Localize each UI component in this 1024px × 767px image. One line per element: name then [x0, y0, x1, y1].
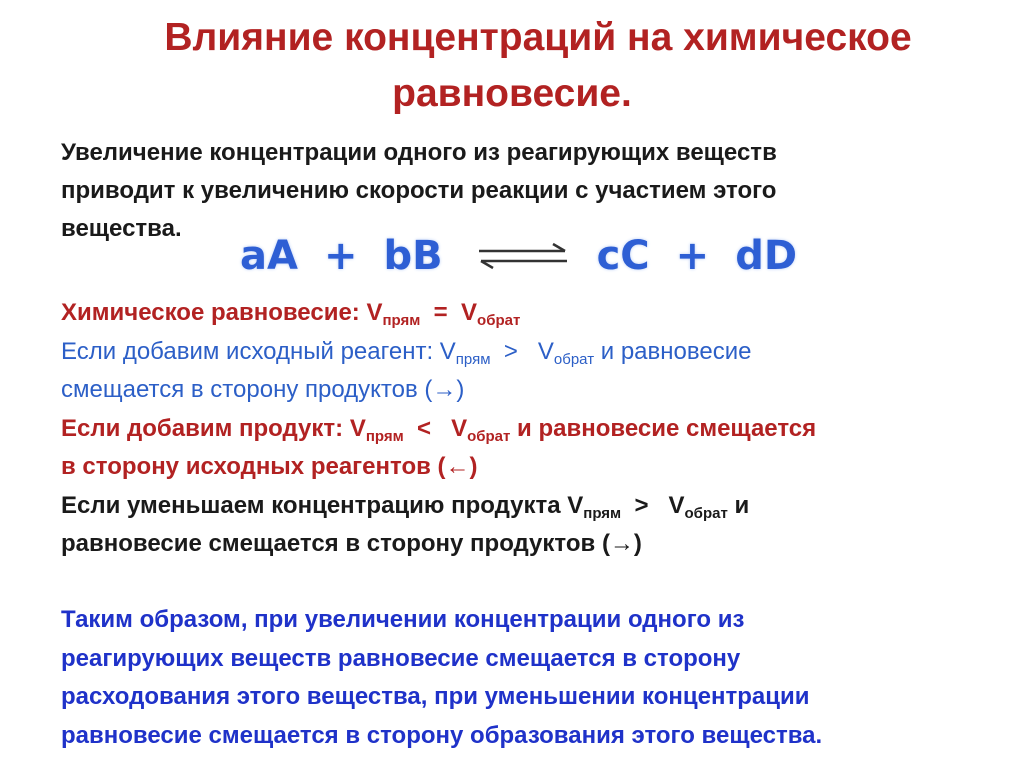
- plus-sign-2: +: [675, 233, 710, 279]
- rule2-line-2: смещается в сторону продуктов (→): [61, 376, 465, 403]
- rule-equilibrium-definition: [61, 294, 1011, 333]
- rule3-sub-reverse: обрат: [467, 427, 511, 445]
- plus-sign-1: +: [323, 233, 358, 279]
- rule2-v-reverse: V: [537, 337, 554, 365]
- reactant-a: aA: [240, 233, 298, 279]
- rule2-text: Если добавим исходный реагент:: [61, 337, 440, 365]
- intro-line-2: приводит к увеличению скорости реакции с участием этого: [61, 177, 777, 204]
- rule2-v-forward: V: [439, 337, 456, 365]
- equilibrium-arrows-icon: [477, 241, 569, 271]
- rule4-sub-reverse: обрат: [684, 504, 728, 522]
- rule3-text-end: и равновесие смещается: [510, 414, 817, 442]
- rule1-v-forward: V: [366, 299, 383, 326]
- rule3-v-reverse: V: [451, 414, 468, 442]
- title-line-2: равновесие.: [392, 72, 632, 115]
- rule4-v-forward: V: [567, 491, 584, 519]
- conclusion-line-1: Таким образом, при увеличении концентрации одного из: [61, 606, 745, 633]
- rule1-v-reverse: V: [461, 299, 478, 326]
- rule3-line-2: в сторону исходных реагентов (←): [61, 453, 478, 480]
- rule3-sub-forward: прям: [365, 427, 404, 445]
- rule3-text: Если добавим продукт:: [61, 414, 350, 442]
- reactant-b: bB: [383, 233, 443, 279]
- rule3-v-forward: V: [349, 414, 366, 442]
- intro-line-3: вещества.: [61, 215, 182, 242]
- rule4-text: Если уменьшаем концентрацию продукта: [61, 491, 568, 519]
- conclusion-line-2: реагирующих веществ равновесие смещается в сторону: [61, 644, 741, 672]
- rule2-sub-reverse: обрат: [553, 350, 595, 368]
- rule4-v-reverse: V: [668, 491, 685, 519]
- rule2-sub-forward: прям: [455, 350, 491, 368]
- rule2-operator: >: [490, 337, 538, 365]
- rule2-text-end: и равновесие: [594, 337, 752, 365]
- equilibrium-rules: [61, 294, 1011, 564]
- rule1-sub-reverse: обрат: [477, 312, 521, 329]
- rule4-line-2: равновесие смещается в сторону продуктов (→): [61, 530, 642, 557]
- conclusion-line-4: равновесие смещается в сторону образования этого вещества.: [61, 721, 823, 749]
- product-c: cC: [596, 233, 650, 279]
- rule4-sub-forward: прям: [583, 504, 622, 522]
- conclusion-paragraph: [61, 601, 1021, 755]
- intro-line-1: Увеличение концентрации одного из реагирующих веществ: [61, 139, 777, 166]
- slide-title: [0, 10, 1024, 122]
- rule-reduce-product: [61, 487, 1011, 526]
- title-line-1: Влияние концентраций на химическое: [164, 16, 912, 59]
- product-d: dD: [735, 233, 798, 279]
- rule1-operator: =: [420, 299, 462, 326]
- rule1-sub-forward: прям: [382, 312, 421, 329]
- rule1-label: Химическое равновесие:: [61, 299, 367, 326]
- rule3-operator: <: [403, 414, 452, 442]
- conclusion-line-3: расходования этого вещества, при уменьшении концентрации: [61, 683, 810, 710]
- rule4-text-end: и: [727, 491, 750, 519]
- reaction-equation: [240, 230, 797, 282]
- rule-add-reagent: [61, 333, 1011, 372]
- rule-add-product: [61, 410, 1011, 449]
- rule4-operator: >: [621, 491, 669, 519]
